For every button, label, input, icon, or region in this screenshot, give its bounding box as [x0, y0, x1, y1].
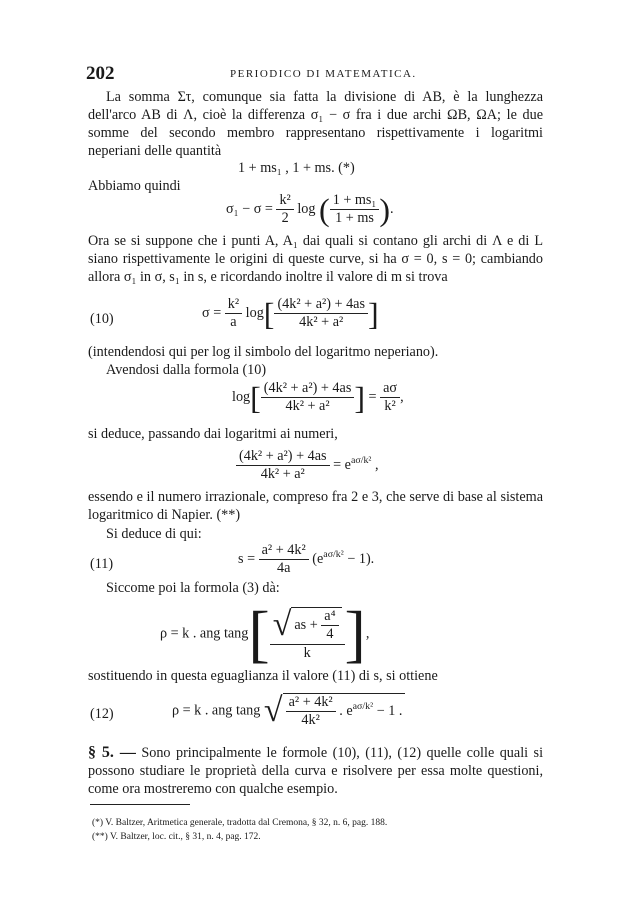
eq-sigma-left: σ₁ − σ =: [226, 200, 273, 217]
section-5-text: Sono principalmente le formole (10), (11), (12) quelle colle quali si possono studiare le proprietà della curva e risolvere per essa molte questioni, come ora mostreremo con qualche esempio.: [88, 745, 544, 797]
footnote-divider: [90, 804, 190, 805]
eq-exp-power: aσ/k²: [350, 455, 372, 467]
equation-number-12: (12): [90, 706, 114, 722]
equation-log: log[ $\frac{\text{(4k² + a²) + 4as}}{\text{4k² + a²}}$ ] = $\frac{a\sigma}{\text{k²}}$ ,: [232, 379, 404, 416]
eq11-num: a² + 4k²: [259, 542, 309, 560]
equation-number-10: (10): [90, 311, 114, 327]
eq10-left: σ =: [202, 304, 222, 321]
eq3-den: k: [303, 645, 311, 661]
right-bracket: ]: [344, 598, 366, 669]
eq-exp-num: (4k² + a²) + 4as: [236, 448, 330, 466]
eq-sigma-arg-den: 1 + ms: [335, 210, 374, 226]
eq11-tail: − 1).: [347, 550, 375, 567]
eq-exp-den: 4k² + a²: [260, 466, 305, 482]
equation-exponential: $\frac{\text{(4k² + a²) + 4as}}{\text{4k² + a²}}$ = $e^{a\sigma/k^2}$ ,: [236, 448, 379, 483]
eq-sigma-arg: [330, 192, 380, 227]
paragraph-2: Ora se si suppone che i punti A, A₁ dai quali si contano gli archi di Λ e di L siano rispettivamente le origini di queste curve, si ha σ = 0, s = 0; cambiando allora σ₁ in σ, s₁ in s, e ricordando inoltre il valore di m si trova: [88, 233, 543, 285]
eq11-left: s =: [238, 550, 256, 567]
equation-10: [202, 296, 379, 331]
eq10-arg-den: 4k² + a²: [299, 314, 344, 330]
eq-exp-frac: [236, 448, 330, 483]
eq10-arg: [274, 296, 368, 331]
eq3-num: [270, 606, 345, 645]
sqrt-sign: √ as + $\frac{\text{a⁴}}{4}$: [273, 606, 342, 644]
running-title: PERIODICO DI MATEMATICA.: [230, 68, 417, 80]
eq10-arg-num: (4k² + a²) + 4as: [274, 296, 368, 314]
eq-sigma-coef: [276, 192, 293, 227]
eq10-log: log: [245, 304, 264, 321]
equation-11: [238, 542, 374, 577]
eq-log-log: log: [232, 388, 251, 405]
paragraph-8: Siccome poi la formola (3) dà:: [106, 580, 280, 596]
page-number: 202: [86, 63, 115, 84]
eq-log-arg: [261, 380, 355, 415]
eq-log-rhs: [380, 380, 400, 415]
eq-log-num: (4k² + a²) + 4as: [261, 380, 355, 398]
eq-sigma-arg-num: 1 + ms₁: [330, 192, 380, 210]
paragraph-6: essendo e il numero irrazionale, compreso fra 2 e 3, che serve di base al sistema logaritmico di Napier. (**): [88, 489, 543, 523]
eq12-mid: . e: [339, 702, 353, 719]
right-bracket: ]: [368, 295, 379, 332]
eq12-frac: [286, 694, 336, 729]
eq11-power: aσ/k²: [323, 549, 344, 561]
equation-12: [172, 692, 405, 730]
left-bracket: [: [263, 295, 275, 332]
eq12-num: a² + 4k²: [286, 694, 336, 712]
left-paren: (: [319, 191, 330, 228]
eq10-coef: [225, 296, 242, 331]
paragraph-section-5: [88, 744, 543, 798]
eq11-frac: [259, 542, 309, 577]
paragraph-1: La somma Στ, comunque sia fatta la divisione di AB, è la lunghezza dell'arco AB di Λ, cioè la differenza σ₁ − σ fra i due archi ΩB, ΩA; le due somme del secondo membro rappresentano rispettivamente i logaritmi neperiani delle quantità: [88, 89, 543, 159]
eq12-tail: − 1 .: [376, 702, 403, 719]
eq11-rhs: (e: [312, 550, 324, 567]
eq3-inner-num: a⁴: [321, 608, 338, 626]
eq12-left: ρ = k . ang tang: [172, 702, 261, 719]
eq-sigma-coef-den: 2: [281, 210, 289, 226]
sqrt-sign: √ $\frac{\text{a² + 4k²}}{\text{4k²}}$ . $e^{a\sigma/k^2} - 1$ .: [264, 692, 405, 730]
eq12-power: aσ/k²: [352, 701, 374, 713]
eq11-den: 4a: [276, 560, 291, 576]
section-label: § 5. —: [88, 744, 136, 761]
paragraph-4: Avendosi dalla formola (10): [106, 362, 267, 378]
eq3-rad: as +: [294, 616, 318, 633]
eq12-den: 4k²: [301, 712, 320, 728]
eq3-inner-den: 4: [326, 626, 334, 642]
footnote-1: (*) V. Baltzer, Aritmetica generale, tradotta dal Cremona, § 32, n. 6, pag. 188.: [92, 818, 388, 828]
left-bracket: [: [248, 598, 270, 669]
equation-number-11: (11): [90, 556, 114, 572]
footnote-2: (**) V. Baltzer, loc. cit., § 31, n. 4, pag. 172.: [92, 832, 261, 842]
eq-sigma-coef-num: k²: [276, 192, 293, 210]
right-paren: ): [379, 191, 391, 228]
equation-quantities: 1 + ms₁ , 1 + ms. (*): [238, 160, 355, 176]
right-bracket: ]: [354, 379, 365, 416]
paragraph-9: sostituendo in questa eguaglianza il valore (11) di s, si ottiene: [88, 668, 438, 684]
left-bracket: [: [250, 379, 261, 416]
paragraph-5: si deduce, passando dai logaritmi ai numeri,: [88, 426, 338, 442]
eq-exp-rhs: = e: [333, 456, 351, 473]
eq3-frac: [270, 606, 345, 662]
eq-sigma-log: log: [297, 200, 316, 217]
paragraph-3: (intendendosi qui per log il simbolo del logaritmo neperiano).: [88, 344, 439, 360]
eq-log-rhs-num: aσ: [380, 380, 400, 398]
eq10-coef-den: a: [230, 314, 237, 330]
eq-log-rhs-den: k²: [384, 398, 396, 414]
equation-sigma-difference: σ₁ − σ = $\frac{\text{k²}}{2}$ log ( $\frac{\text{1 + ms₁}}{1 + ms}$ ).: [226, 191, 394, 228]
eq3-left: ρ = k . ang tang: [160, 625, 249, 642]
eq-log-den: 4k² + a²: [285, 398, 330, 414]
eq3-inner: [321, 608, 338, 643]
eq10-coef-num: k²: [225, 296, 242, 314]
paragraph-7: Si deduce di qui:: [106, 526, 202, 542]
equation-3: ρ = k . ang tang[ √ as + $\frac{\text{a⁴}}{4}$ k ],: [160, 598, 370, 669]
paragraph-abbiamo: Abbiamo quindi: [88, 178, 181, 194]
